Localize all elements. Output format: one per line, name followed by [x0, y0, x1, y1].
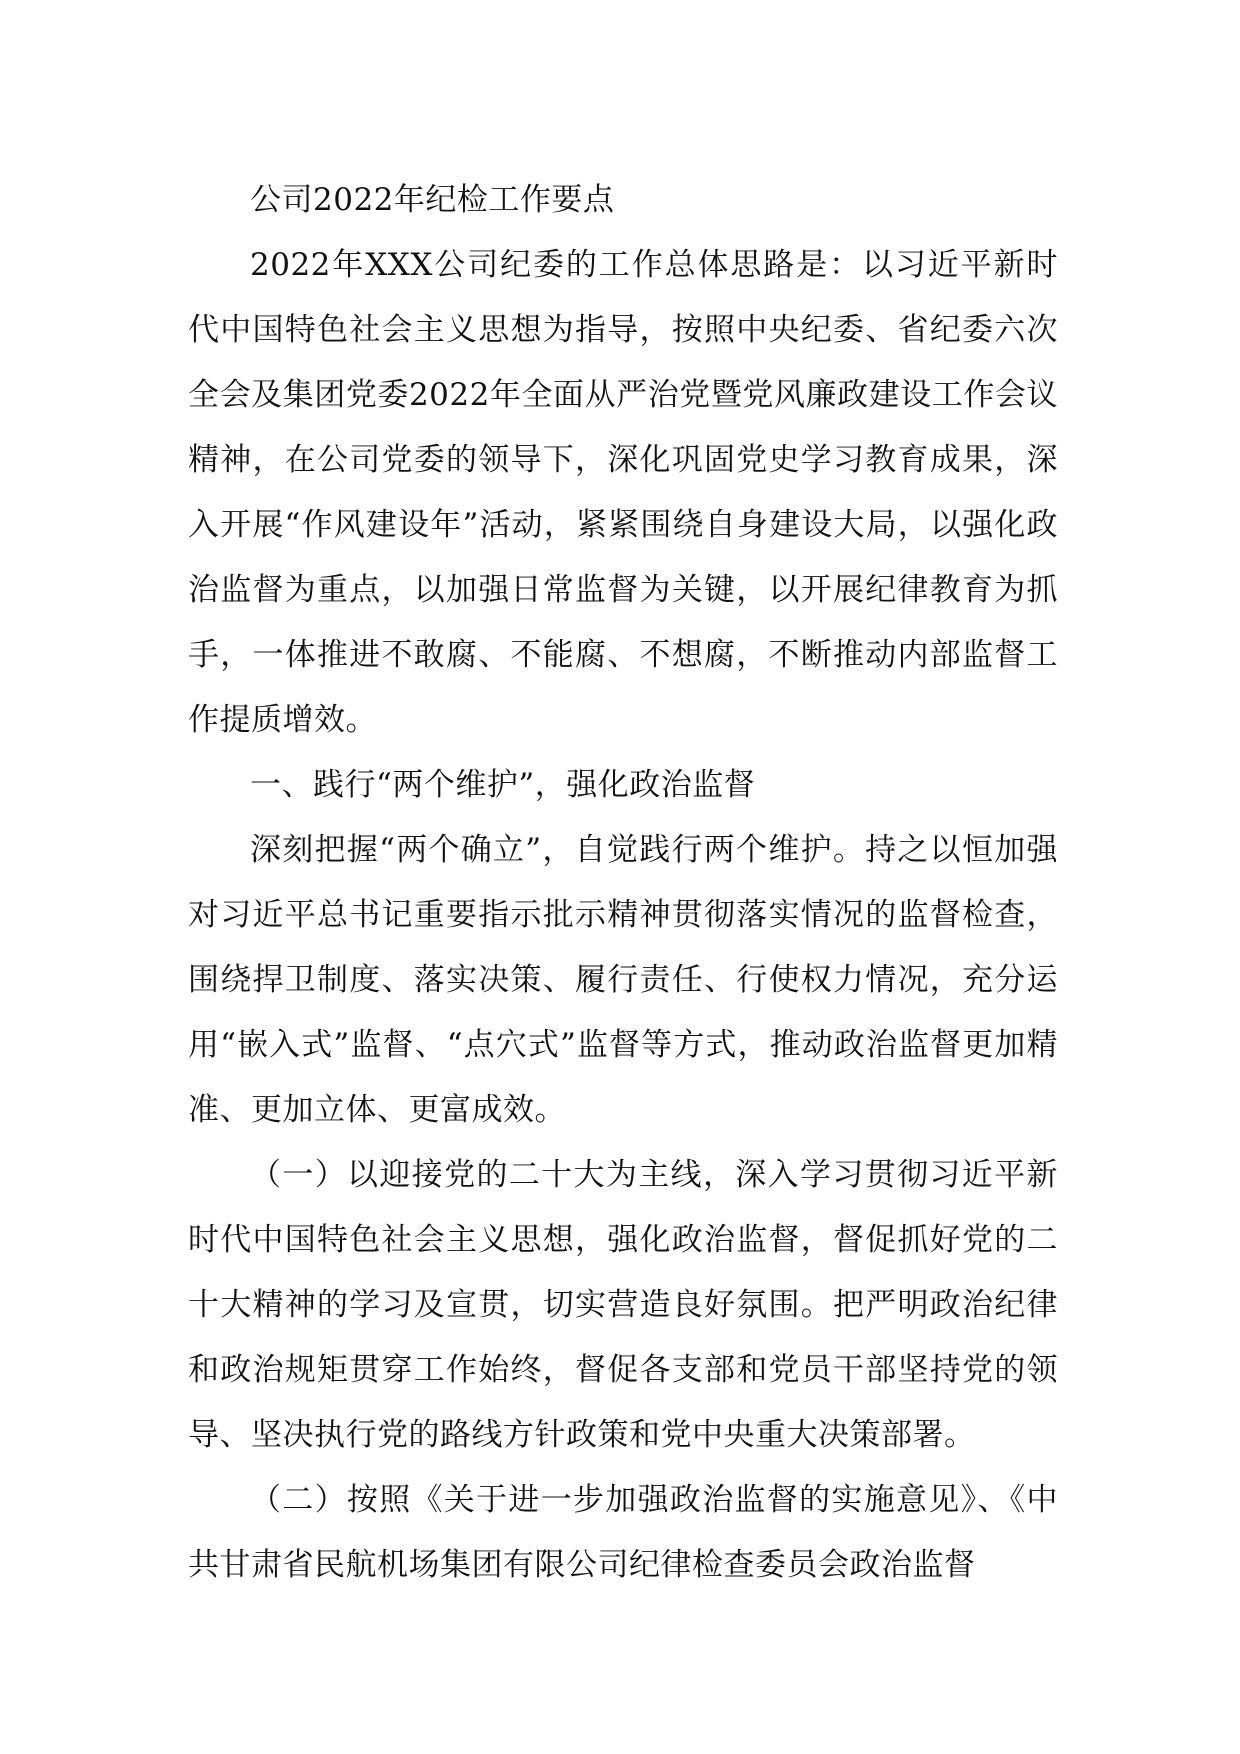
document-title: 公司2022年纪检工作要点 [250, 182, 615, 218]
paragraph-section-1-intro: 深刻把握“两个确立”，自觉践行两个维护。持之以恒加强对习近平总书记重要指示批示精神贯彻落实情况的监督检查，围绕捍卫制度、落实决策、履行责任、行使权力情况，充分运用“嵌入式”监督、“点穴式”监督等方式，推动政治监督更加精准、更加立体、更富成效。 [188, 832, 1058, 1128]
paragraph-item-1: （一）以迎接党的二十大为主线，深入学习贯彻习近平新时代中国特色社会主义思想，强化政治监督，督促抓好党的二十大精神的学习及宣贯，切实营造良好氛围。把严明政治纪律和政治规矩贯穿工作始终，督促各支部和党员干部坚持党的领导、坚决执行党的路线方针政策和党中央重大决策部署。 [188, 1157, 1058, 1453]
document-body [188, 168, 1058, 1598]
section-heading-1: 一、践行“两个维护”，强化政治监督 [250, 767, 756, 803]
paragraph-item-2: （二）按照《关于进一步加强政治监督的实施意见》、《中共甘肃省民航机场集团有限公司纪律检查委员会政治监督 [188, 1482, 1058, 1583]
paragraph-overview: 2022年XXX公司纪委的工作总体思路是：以习近平新时代中国特色社会主义思想为指导，按照中央纪委、省纪委六次全会及集团党委2022年全面从严治党暨党风廉政建设工作会议精神，在公司党委的领导下，深化巩固党史学习教育成果，深入开展“作风建设年”活动，紧紧围绕自身建设大局，以强化政治监督为重点，以加强日常监督为关键，以开展纪律教育为抓手，一体推进不敢腐、不能腐、不想腐，不断推动内部监督工作提质增效。 [188, 247, 1058, 738]
